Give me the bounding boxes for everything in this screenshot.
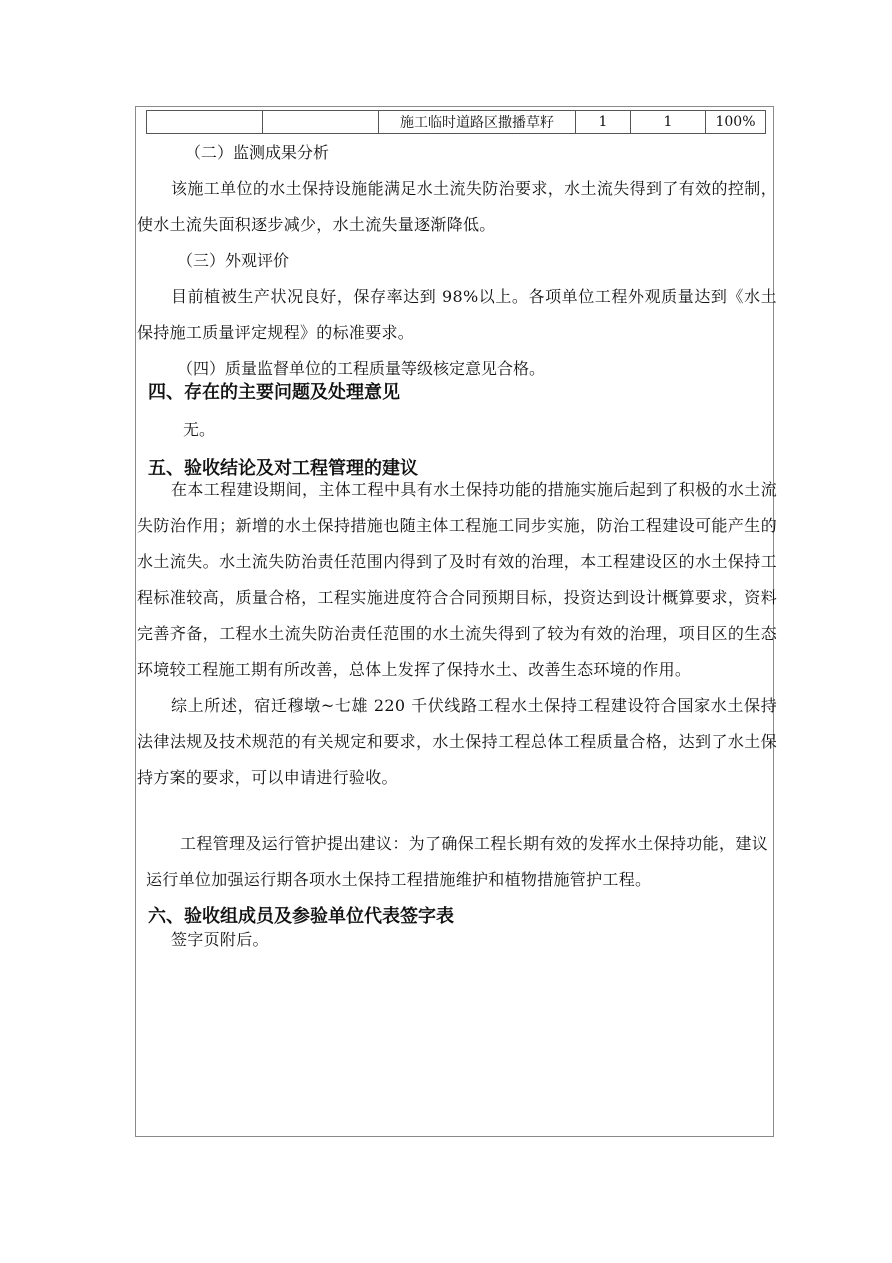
subsection-4-text: （四）质量监督单位的工程质量等级核定意见合格。 — [177, 359, 546, 378]
table-cell-measure-name: 施工临时道路区撒播草籽 — [379, 111, 576, 134]
table-cell-completed: 1 — [631, 111, 706, 134]
section-4-title: 四、存在的主要问题及处理意见 — [148, 382, 400, 403]
section-6-text: 签字页附后。 — [171, 930, 269, 949]
section-5-paragraph-3: 工程管理及运行管护提出建议：为了确保工程长期有效的发挥水土保持功能，建议运行单位加强运行期各项水土保持工程措施维护和植物措施管护工程。 — [146, 834, 768, 889]
table-cell-category — [147, 111, 263, 134]
table-cell-rate: 100% — [706, 111, 766, 134]
table-cell-subcategory — [263, 111, 379, 134]
section-5-body — [137, 472, 777, 796]
subsection-2-text: 该施工单位的水土保持设施能满足水土流失防治要求，水土流失得到了有效的控制，使水土流失面积逐步减少，水土流失量逐渐降低。 — [137, 179, 777, 234]
section-5-title: 五、验收结论及对工程管理的建议 — [148, 458, 418, 479]
section-5-paragraph-2: 综上所述，宿迁穆墩~七雄 220 千伏线路工程水土保持工程建设符合国家水土保持法律法规及技术规范的有关规定和要求，水土保持工程总体工程质量合格，达到了水土保持方案的要求，可以申请进行验收。 — [137, 696, 777, 787]
section-4-body — [137, 412, 777, 448]
table-cell-planned: 1 — [576, 111, 631, 134]
section-6-title: 六、验收组成员及参验单位代表签字表 — [148, 906, 454, 927]
subsection-2-title: （二）监测成果分析 — [185, 143, 330, 162]
section-5-paragraph-1: 在本工程建设期间，主体工程中具有水土保持功能的措施实施后起到了积极的水土流失防治作用；新增的水土保持措施也随主体工程施工同步实施，防治工程建设可能产生的水土流失。水土流失防治责任范围内得到了及时有效的治理，本工程建设区的水土保持工程标准较高，质量合格，工程实施进度符合合同预期目标，投资达到设计概算要求，资料完善齐备，工程水土流失防治责任范围的水土流失得到了较为有效的治理，项目区的生态环境较工程施工期有所改善，总体上发挥了保持水土、改善生态环境的作用。 — [137, 480, 777, 679]
subsection-3-text: 目前植被生产状况良好，保存率达到 98%以上。各项单位工程外观质量达到《水土保持施工质量评定规程》的标准要求。 — [137, 287, 777, 342]
section-5-suggestion — [146, 826, 768, 898]
table-row — [147, 111, 766, 134]
section-3-continued — [137, 135, 777, 387]
subsection-3-title: （三）外观评价 — [177, 251, 290, 270]
measures-table — [146, 110, 766, 134]
section-4-text: 无。 — [183, 420, 216, 439]
section-6-body — [137, 922, 777, 958]
